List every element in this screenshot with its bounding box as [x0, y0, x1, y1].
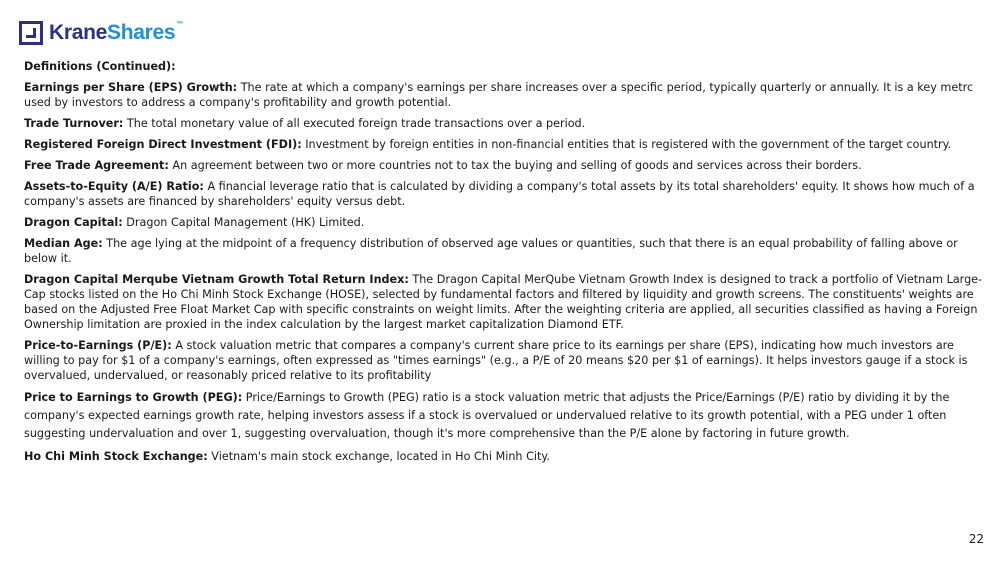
definition-term: Median Age: — [24, 237, 103, 250]
logo-shares: Shares — [107, 21, 176, 44]
definition-text: Price/Earnings to Growth (PEG) ratio is a stock valuation metric that adjusts the Price/Earnings (P/E) ratio by dividing it by the company's expected earnings growth rate, helping investors assess if a stock is overvalued or undervalued relative to its growth potential, with a PEG under 1 often suggesting undervaluation and over 1, suggesting overvaluation, though it's more comprehensive than the P/E alone by factoring in future growth. — [24, 391, 950, 440]
definition-text: A financial leverage ratio that is calculated by dividing a company's total assets by its total shareholders' equity. It shows how much of a company's assets are financed by shareholders' equity versus debt. — [24, 180, 975, 208]
kraneshares-logo — [19, 18, 183, 48]
definition-text: An agreement between two or more countries not to tax the buying and selling of goods and services across their borders. — [168, 159, 862, 172]
definition-term: Earnings per Share (EPS) Growth: — [24, 81, 238, 94]
page-number: 22 — [968, 532, 984, 546]
definition-term: Dragon Capital: — [24, 216, 123, 229]
definition-text: The age lying at the midpoint of a frequency distribution of observed age values or quantities, such that there is an equal probability of falling above or below it. — [24, 237, 958, 265]
definition-assets-to-equity — [24, 179, 984, 209]
definition-term: Registered Foreign Direct Investment (FDI): — [24, 138, 302, 151]
logo-wordmark — [49, 21, 183, 45]
definition-text: Dragon Capital Management (HK) Limited. — [122, 216, 365, 229]
definition-text: A stock valuation metric that compares a company's current share price to its earnings per share (EPS), indicating how much investors are willing to pay for $1 of a company's earnings, often expressed as "times earnings" (e.g., a P/E of 20 means $20 per $1 of earnings). It helps investors gauge if a stock is overvalued, undervalued, or reasonably priced relative to its profitability — [24, 339, 968, 382]
definition-trade-turnover — [24, 116, 984, 131]
definition-term: Assets-to-Equity (A/E) Ratio: — [24, 180, 204, 193]
logo-trademark: ™ — [176, 21, 183, 28]
definition-median-age — [24, 236, 984, 266]
definition-text: The rate at which a company's earnings per share increases over a specific period, typically quarterly or annually. It is a key metrc used by investors to address a company's profitability and growth potential. — [24, 81, 974, 109]
definition-text: The Dragon Capital MerQube Vietnam Growth Index is designed to track a portfolio of Vietnam Large-Cap stocks listed on the Ho Chi Minh Stock Exchange (HOSE), selected by fundamental factors and filtered by liquidity and growth screens. The constituents' weights are based on the Adjusted Free Float Market Cap with specific constraints on weight limits. After the weighting criteria are applied, all securities classified as having a Foreign Ownership limitation are proxied in the index calculation by the largest market capitalization Diamond ETF. — [24, 273, 983, 331]
definition-eps-growth — [24, 80, 984, 110]
definition-text: Investment by foreign entities in non-financial entities that is registered with the government of the target country. — [301, 138, 952, 151]
definition-text: The total monetary value of all executed foreign trade transactions over a period. — [123, 117, 586, 130]
definition-price-to-earnings — [24, 338, 984, 383]
definition-dragon-capital — [24, 215, 984, 230]
definition-text: Vietnam's main stock exchange, located in Ho Chi Minh City. — [207, 450, 550, 463]
definition-free-trade-agreement — [24, 158, 984, 173]
definition-term: Dragon Capital Merqube Vietnam Growth Total Return Index: — [24, 273, 409, 286]
definitions-section — [24, 59, 984, 470]
definition-term: Ho Chi Minh Stock Exchange: — [24, 450, 208, 463]
logo-krane: Krane — [49, 21, 108, 44]
kraneshares-logo-icon — [19, 21, 43, 45]
definition-term: Free Trade Agreement: — [24, 159, 169, 172]
definition-hose — [24, 449, 984, 464]
definition-term: Trade Turnover: — [24, 117, 124, 130]
definition-merqube-index — [24, 272, 984, 332]
definition-term: Price to Earnings to Growth (PEG): — [24, 391, 243, 404]
definition-term: Price-to-Earnings (P/E): — [24, 339, 172, 352]
definition-peg — [24, 389, 984, 443]
section-heading: Definitions (Continued): — [24, 60, 176, 73]
definition-registered-fdi — [24, 137, 984, 152]
